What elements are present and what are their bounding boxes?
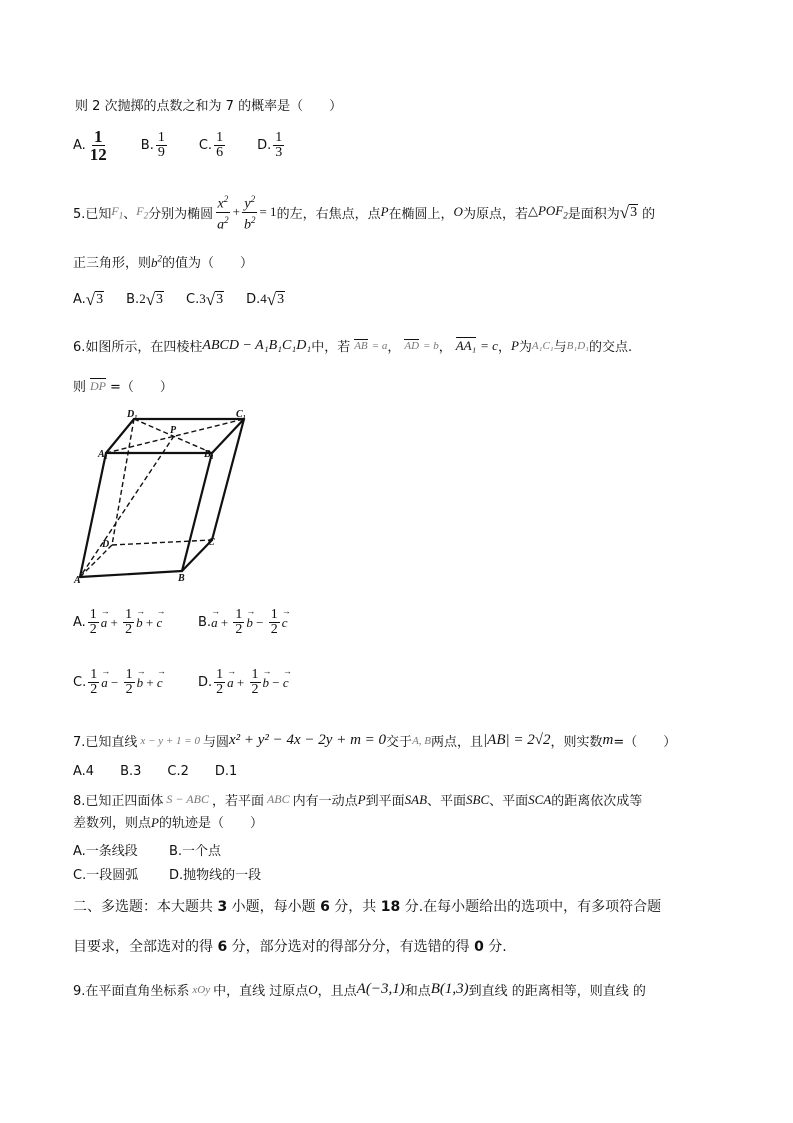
fig-label-c: C (208, 537, 215, 548)
q7-stem: 7.已知直线 x − y + 1 = 0 与圆 x² + y² − 4x − 2y + m = 0 交于 A, B 两点，且 |AB| = 2√2 ，则实数 m =（ ） (73, 732, 677, 750)
q4-option-a: A. $\frac{1}{12}$ (73, 127, 107, 164)
q4-stem: 则 2 次抛掷的点数之和为 7 的概率是（ ） (75, 99, 343, 114)
fig-label-d1: D₁ (127, 409, 138, 420)
q8-option-c: C.一段圆弧 D.抛物线的一段 (73, 868, 262, 883)
q5-line2: 正三角形，则$b^2$的值为（ ） (73, 253, 254, 271)
q7-option-c: C.2 (167, 764, 189, 779)
q7-option-a: A.4 (73, 764, 95, 779)
fig-label-c1: C₁ (236, 409, 247, 420)
q7-option-b: B.3 (120, 764, 142, 779)
q5-options (73, 291, 315, 307)
fig-label-a1: A₁ (98, 449, 109, 460)
q8-stem: 8.已知正四面体 S − ABC ，若平面 ABC 内有一动点 P 到平面 SAB 、平面 SBC 、平面 SCA 的距离依次成等 (73, 791, 643, 809)
prism-figure (72, 405, 252, 585)
q6-options-row1 (73, 608, 288, 637)
q5-option-b: B. 2 √ 3 (126, 290, 164, 309)
q6-stem: 6.如图所示，在四棱柱 ABCD − A₁B₁C₁D₁ 中，若 AB = a ， AD = b ， AA₁ = c ， P 为 A₁C₁ 与 B₁D₁ 的交点. (73, 337, 633, 355)
q8-option-a: A.一条线段 B.一个点 (73, 844, 222, 859)
q4-option-d: D. $\frac{1}{3}$ (257, 130, 283, 160)
q5-stem: 5.已知 $F_1$ 、 $F_2$ 分别为椭圆 $\frac{x^2}{a^2}$ + $\frac{y^2}{b^2}$ = 1 的左，右焦点，点 P 在椭圆上， O 为原点，若 $\triangle POF_2$ 是面积为 √ 3 的 (73, 194, 656, 233)
q4-option-c: C. $\frac{1}{6}$ (198, 130, 224, 160)
q5-option-c: C. 3 √ 3 (186, 290, 224, 309)
section2-heading-line2: 目要求，全部选对的得 6 分，部分选对的得部分分，有选错的得 0 分. (73, 939, 507, 955)
fig-label-d: D (102, 539, 110, 550)
q4-options (73, 128, 316, 163)
q8-option-d: D.抛物线的一段 (169, 868, 262, 883)
fig-label-b: B (178, 573, 185, 584)
q8-option-b: B.一个点 (169, 844, 222, 859)
q7-options (73, 764, 237, 779)
q6-option-c: C. $\frac{1}{2}$ → a − $\frac{1}{2}$ → b + → c (73, 668, 198, 697)
section2-heading-line1: 二、多选题：本大题共 3 小题，每小题 6 分，共 18 分.在每小题给出的选项中，有多项符合题 (73, 899, 662, 915)
q4-option-b: B. $\frac{1}{9}$ (140, 130, 165, 160)
q6-options-row2 (73, 668, 289, 697)
q5-option-a: A. √ 3 (73, 290, 104, 309)
fig-label-a: A (74, 575, 81, 585)
q6-option-d: D. $\frac{1}{2}$ → a + $\frac{1}{2}$ → b − → c (198, 668, 289, 697)
q7-option-d: D.1 (214, 764, 238, 779)
q6-option-a: A. $\frac{1}{2}$ → a + $\frac{1}{2}$ → b + → c (73, 608, 198, 637)
q8-line2: 差数列，则点P的轨迹是（ ） (73, 815, 263, 831)
q5-option-d: D. 4 √ 3 (246, 290, 285, 309)
q6-line2: 则 DP =（ ） (73, 378, 173, 395)
fig-label-p: P (170, 425, 177, 436)
q9-stem: 9.在平面直角坐标系 xOy 中，直线 过原点 O ，且点 A(−3,1) 和点 B(1,3) 到直线 的距离相等，则直线 的 (73, 981, 646, 999)
fig-label-b1: B₁ (204, 449, 215, 460)
q6-option-b: B. → a + $\frac{1}{2}$ → b − $\frac{1}{2}$ → c (198, 608, 288, 637)
